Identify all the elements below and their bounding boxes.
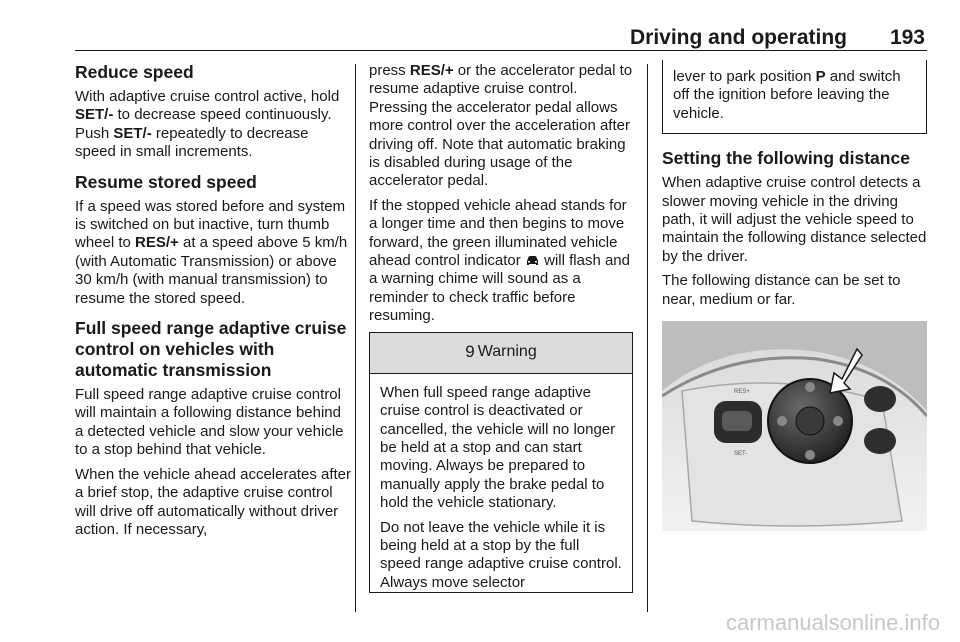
section-title: Driving and operating bbox=[629, 26, 847, 49]
svg-text:RES+: RES+ bbox=[734, 389, 750, 396]
vehicle-ahead-text: If the stopped vehicle ahead stands for a longer time and then begins to move forward, the green illuminated vehicle ahead control indicator will flash and a warning chime will sound as a reminder to check traffic before resuming. bbox=[369, 196, 630, 325]
full-speed-text-1: Full speed range adaptive cruise control will maintain a following distance behind a detected vehicle and slow your vehicle to a stop behind that vehicle. bbox=[75, 386, 344, 459]
warning-body bbox=[370, 374, 632, 592]
warning-continuation-box: lever to park position P and switch off the ignition before leaving the vehicle. bbox=[662, 60, 927, 134]
steering-wheel-controls-photo bbox=[662, 321, 927, 531]
column-3 bbox=[662, 62, 927, 531]
warning-text-2: Do not leave the vehicle while it is being held at a stop by the full speed range adaptive cruise control. Always move selector bbox=[380, 518, 622, 591]
warning-text-1: When full speed range adaptive cruise control is deactivated or cancelled, the vehicle will no longer be held at a stop and can start moving. Always be prepared to manually apply the brake pedal to hold the vehicle stationary. bbox=[380, 383, 616, 512]
reduce-speed-text: With adaptive cruise control active, hold SET/- to decrease speed continuously. Push SET/- repeatedly to decrease speed in small increments. bbox=[75, 88, 340, 161]
column-divider bbox=[647, 64, 648, 612]
footer-watermark: carmanualsonline.info bbox=[725, 610, 940, 635]
full-speed-text-2: When the vehicle ahead accelerates after a brief stop, the adaptive cruise control will drive off automatically without driver action. If necessary, bbox=[75, 465, 351, 538]
heading-reduce-speed: Reduce speed bbox=[75, 62, 194, 82]
column-2 bbox=[369, 62, 633, 593]
following-distance-text-2: The following distance can be set to near, medium or far. bbox=[662, 272, 901, 308]
page-number: 193 bbox=[889, 26, 925, 49]
warning-title: Warning bbox=[477, 343, 537, 361]
warning-header bbox=[370, 333, 632, 374]
resume-speed-text: If a speed was stored before and system is switched on but inactive, turn thumb wheel to RES/+ at a speed above 5 km/h (with Automatic Transmission) or above 30 km/h (with manual transmission) to resume the stored speed. bbox=[75, 197, 348, 307]
warning-box bbox=[369, 332, 633, 593]
svg-text:SET-: SET- bbox=[734, 451, 748, 458]
heading-full-speed-range: Full speed range adaptive cruise control on vehicles with automatic transmission bbox=[75, 318, 347, 381]
vehicle-ahead-indicator-icon bbox=[525, 255, 540, 267]
column-divider bbox=[355, 64, 356, 612]
heading-resume-stored-speed: Resume stored speed bbox=[75, 171, 257, 192]
resume-press-text: press RES/+ or the accelerator pedal to resume adaptive cruise control. Pressing the accelerator pedal allows more control over the acceleration after driving off. Note that automatic braking is disabled during usage of the accelerator pedal. bbox=[369, 62, 633, 190]
heading-following-distance: Setting the following distance bbox=[662, 148, 910, 169]
steering-wheel-illustration bbox=[662, 321, 927, 531]
page-header bbox=[75, 24, 927, 51]
following-distance-text-1: When adaptive cruise control detects a slower moving vehicle in the driving path, it will adjust the vehicle speed to maintain the following distance selected by the driver. bbox=[662, 174, 927, 265]
column-1 bbox=[75, 62, 351, 545]
warning-icon: 9 bbox=[465, 342, 475, 362]
